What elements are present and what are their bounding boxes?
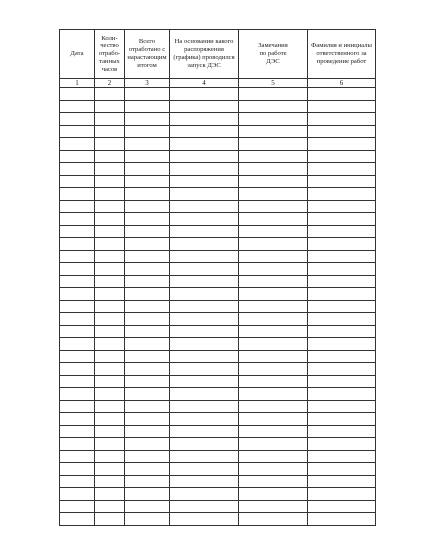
- empty-cell[interactable]: [239, 188, 308, 201]
- empty-cell[interactable]: [95, 475, 125, 488]
- empty-cell[interactable]: [170, 463, 239, 476]
- empty-cell[interactable]: [95, 213, 125, 226]
- empty-cell[interactable]: [95, 100, 125, 113]
- empty-cell[interactable]: [170, 450, 239, 463]
- empty-cell[interactable]: [60, 225, 95, 238]
- table-row: [60, 88, 376, 101]
- table-row: [60, 413, 376, 426]
- table-row: [60, 100, 376, 113]
- empty-cell[interactable]: [125, 488, 170, 501]
- empty-cell[interactable]: [60, 388, 95, 401]
- empty-cell[interactable]: [95, 375, 125, 388]
- table-row: [60, 400, 376, 413]
- empty-cell[interactable]: [95, 388, 125, 401]
- empty-cell[interactable]: [308, 325, 376, 338]
- empty-cell[interactable]: [95, 163, 125, 176]
- empty-cell[interactable]: [170, 88, 239, 101]
- table-row: [60, 488, 376, 501]
- empty-cell[interactable]: [60, 325, 95, 338]
- empty-cell[interactable]: [125, 363, 170, 376]
- empty-cell[interactable]: [170, 175, 239, 188]
- empty-cell[interactable]: [308, 100, 376, 113]
- empty-cell[interactable]: [95, 88, 125, 101]
- empty-cell[interactable]: [170, 275, 239, 288]
- table-row: [60, 438, 376, 451]
- empty-cell[interactable]: [308, 250, 376, 263]
- empty-cell[interactable]: [308, 263, 376, 276]
- empty-cell[interactable]: [125, 388, 170, 401]
- table-row: [60, 150, 376, 163]
- empty-cell[interactable]: [60, 250, 95, 263]
- table-row: [60, 188, 376, 201]
- empty-cell[interactable]: [239, 138, 308, 151]
- empty-cell[interactable]: [239, 338, 308, 351]
- empty-cell[interactable]: [95, 488, 125, 501]
- table-row: [60, 313, 376, 326]
- empty-cell[interactable]: [125, 275, 170, 288]
- empty-cell[interactable]: [125, 163, 170, 176]
- header-basis-order: На основании какого распоряжения (графика) проводился запуск ДЭС: [170, 30, 239, 79]
- empty-cell[interactable]: [170, 425, 239, 438]
- empty-cell[interactable]: [170, 488, 239, 501]
- table-row: [60, 213, 376, 226]
- empty-cell[interactable]: [170, 100, 239, 113]
- empty-cell[interactable]: [95, 113, 125, 126]
- empty-cell[interactable]: [239, 438, 308, 451]
- empty-cell[interactable]: [239, 200, 308, 213]
- empty-cell[interactable]: [60, 463, 95, 476]
- empty-cell[interactable]: [308, 388, 376, 401]
- empty-cell[interactable]: [125, 213, 170, 226]
- empty-cell[interactable]: [170, 125, 239, 138]
- table-row: [60, 363, 376, 376]
- empty-cell[interactable]: [170, 263, 239, 276]
- empty-cell[interactable]: [60, 163, 95, 176]
- empty-cell[interactable]: [170, 350, 239, 363]
- empty-cell[interactable]: [170, 300, 239, 313]
- empty-cell[interactable]: [60, 425, 95, 438]
- table-row: [60, 288, 376, 301]
- empty-cell[interactable]: [308, 363, 376, 376]
- table-row: [60, 138, 376, 151]
- empty-cell[interactable]: [125, 438, 170, 451]
- empty-cell[interactable]: [308, 175, 376, 188]
- empty-cell[interactable]: [239, 413, 308, 426]
- header-row: [60, 30, 376, 79]
- empty-cell[interactable]: [308, 413, 376, 426]
- table-row: [60, 500, 376, 513]
- empty-cell[interactable]: [95, 438, 125, 451]
- empty-cell[interactable]: [308, 213, 376, 226]
- empty-cell[interactable]: [125, 338, 170, 351]
- empty-cell[interactable]: [239, 288, 308, 301]
- empty-cell[interactable]: [308, 88, 376, 101]
- empty-cell[interactable]: [239, 350, 308, 363]
- empty-cell[interactable]: [60, 275, 95, 288]
- empty-cell[interactable]: [95, 150, 125, 163]
- empty-cell[interactable]: [125, 463, 170, 476]
- empty-cell[interactable]: [60, 100, 95, 113]
- header-hours-worked: Коли- чество отрабо- танных часов: [95, 30, 125, 79]
- empty-cell[interactable]: [95, 225, 125, 238]
- empty-cell[interactable]: [308, 475, 376, 488]
- empty-cell[interactable]: [239, 475, 308, 488]
- empty-cell[interactable]: [239, 450, 308, 463]
- empty-cell[interactable]: [308, 400, 376, 413]
- empty-cell[interactable]: [170, 238, 239, 251]
- table-row: [60, 325, 376, 338]
- empty-cell[interactable]: [95, 513, 125, 526]
- empty-cell[interactable]: [308, 113, 376, 126]
- empty-cell[interactable]: [60, 375, 95, 388]
- empty-cell[interactable]: [308, 500, 376, 513]
- empty-cell[interactable]: [239, 125, 308, 138]
- empty-cell[interactable]: [239, 275, 308, 288]
- empty-cell[interactable]: [125, 150, 170, 163]
- header-date: Дата: [60, 30, 95, 79]
- empty-cell[interactable]: [125, 375, 170, 388]
- empty-cell[interactable]: [95, 350, 125, 363]
- empty-cell[interactable]: [170, 250, 239, 263]
- column-number-row: [60, 79, 376, 88]
- empty-cell[interactable]: [125, 188, 170, 201]
- empty-cell[interactable]: [239, 300, 308, 313]
- empty-cell[interactable]: [239, 213, 308, 226]
- empty-cell[interactable]: [308, 150, 376, 163]
- empty-cell[interactable]: [95, 275, 125, 288]
- empty-cell[interactable]: [95, 338, 125, 351]
- empty-cell[interactable]: [308, 138, 376, 151]
- empty-cell[interactable]: [125, 138, 170, 151]
- empty-cell[interactable]: [239, 250, 308, 263]
- des-operation-log-table: [59, 29, 376, 526]
- empty-cell[interactable]: [239, 375, 308, 388]
- empty-cell[interactable]: [239, 100, 308, 113]
- empty-cell[interactable]: [170, 225, 239, 238]
- empty-cell[interactable]: [308, 438, 376, 451]
- empty-cell[interactable]: [308, 125, 376, 138]
- empty-cell[interactable]: [95, 500, 125, 513]
- empty-cell[interactable]: [60, 288, 95, 301]
- empty-cell[interactable]: [308, 275, 376, 288]
- empty-cell[interactable]: [308, 450, 376, 463]
- empty-cell[interactable]: [239, 500, 308, 513]
- empty-cell[interactable]: [95, 138, 125, 151]
- empty-cell[interactable]: [239, 88, 308, 101]
- empty-cell[interactable]: [125, 175, 170, 188]
- empty-cell[interactable]: [95, 263, 125, 276]
- header-responsible-person: Фамилия и инициалы ответственного за проведение работ: [308, 30, 376, 79]
- empty-cell[interactable]: [239, 113, 308, 126]
- empty-cell[interactable]: [239, 363, 308, 376]
- empty-cell[interactable]: [239, 325, 308, 338]
- table-row: [60, 200, 376, 213]
- empty-cell[interactable]: [239, 225, 308, 238]
- table-row: [60, 450, 376, 463]
- empty-cell[interactable]: [60, 450, 95, 463]
- empty-cell[interactable]: [308, 338, 376, 351]
- empty-cell[interactable]: [170, 363, 239, 376]
- empty-cell[interactable]: [308, 375, 376, 388]
- empty-cell[interactable]: [170, 200, 239, 213]
- empty-cell[interactable]: [60, 475, 95, 488]
- empty-cell[interactable]: [308, 288, 376, 301]
- column-number: 1: [60, 79, 95, 88]
- empty-cell[interactable]: [95, 425, 125, 438]
- empty-cell[interactable]: [60, 513, 95, 526]
- table-row: [60, 350, 376, 363]
- empty-cell[interactable]: [170, 513, 239, 526]
- column-number: 3: [125, 79, 170, 88]
- empty-cell[interactable]: [308, 238, 376, 251]
- empty-cell[interactable]: [170, 325, 239, 338]
- header-remarks: Замечания по работе ДЭС: [239, 30, 308, 79]
- table-row: [60, 125, 376, 138]
- empty-cell[interactable]: [125, 400, 170, 413]
- empty-cell[interactable]: [125, 325, 170, 338]
- table-row: [60, 175, 376, 188]
- empty-cell[interactable]: [170, 188, 239, 201]
- empty-cell[interactable]: [239, 513, 308, 526]
- empty-cell[interactable]: [95, 125, 125, 138]
- empty-cell[interactable]: [170, 213, 239, 226]
- table-row: [60, 225, 376, 238]
- empty-cell[interactable]: [60, 150, 95, 163]
- empty-cell[interactable]: [60, 188, 95, 201]
- empty-cell[interactable]: [60, 263, 95, 276]
- empty-cell[interactable]: [95, 288, 125, 301]
- empty-cell[interactable]: [239, 263, 308, 276]
- empty-cell[interactable]: [308, 200, 376, 213]
- empty-cell[interactable]: [308, 163, 376, 176]
- empty-cell[interactable]: [95, 188, 125, 201]
- empty-cell[interactable]: [60, 125, 95, 138]
- table-row: [60, 388, 376, 401]
- column-number: 4: [170, 79, 239, 88]
- empty-cell[interactable]: [125, 413, 170, 426]
- table-row: [60, 113, 376, 126]
- table-row: [60, 338, 376, 351]
- empty-cell[interactable]: [239, 238, 308, 251]
- empty-cell[interactable]: [170, 400, 239, 413]
- empty-cell[interactable]: [170, 438, 239, 451]
- table-row: [60, 250, 376, 263]
- empty-cell[interactable]: [60, 238, 95, 251]
- empty-cell[interactable]: [308, 300, 376, 313]
- empty-cell[interactable]: [125, 300, 170, 313]
- empty-cell[interactable]: [95, 200, 125, 213]
- empty-cell[interactable]: [60, 438, 95, 451]
- table-row: [60, 300, 376, 313]
- empty-cell[interactable]: [125, 350, 170, 363]
- empty-cell[interactable]: [60, 300, 95, 313]
- empty-cell[interactable]: [239, 175, 308, 188]
- table-row: [60, 263, 376, 276]
- empty-cell[interactable]: [60, 138, 95, 151]
- empty-cell[interactable]: [125, 88, 170, 101]
- table-row: [60, 513, 376, 526]
- empty-cell[interactable]: [125, 250, 170, 263]
- empty-cell[interactable]: [170, 313, 239, 326]
- empty-cell[interactable]: [308, 188, 376, 201]
- empty-cell[interactable]: [95, 175, 125, 188]
- empty-cell[interactable]: [170, 500, 239, 513]
- empty-cell[interactable]: [170, 138, 239, 151]
- empty-cell[interactable]: [95, 238, 125, 251]
- empty-cell[interactable]: [170, 375, 239, 388]
- empty-cell[interactable]: [60, 500, 95, 513]
- empty-cell[interactable]: [125, 450, 170, 463]
- empty-cell[interactable]: [125, 225, 170, 238]
- header-cumulative-total: Всего отработано с нарастающим итогом: [125, 30, 170, 79]
- empty-cell[interactable]: [60, 413, 95, 426]
- empty-cell[interactable]: [170, 288, 239, 301]
- empty-cell[interactable]: [125, 100, 170, 113]
- empty-cell[interactable]: [125, 425, 170, 438]
- empty-cell[interactable]: [308, 425, 376, 438]
- empty-cell[interactable]: [239, 425, 308, 438]
- table-row: [60, 275, 376, 288]
- empty-cell[interactable]: [60, 313, 95, 326]
- empty-cell[interactable]: [239, 388, 308, 401]
- empty-cell[interactable]: [308, 225, 376, 238]
- empty-cell[interactable]: [125, 475, 170, 488]
- empty-cell[interactable]: [95, 250, 125, 263]
- empty-cell[interactable]: [95, 300, 125, 313]
- empty-cell[interactable]: [308, 350, 376, 363]
- empty-cell[interactable]: [125, 200, 170, 213]
- empty-cell[interactable]: [60, 400, 95, 413]
- empty-cell[interactable]: [60, 338, 95, 351]
- empty-cell[interactable]: [239, 150, 308, 163]
- empty-cell[interactable]: [60, 88, 95, 101]
- table-row: [60, 463, 376, 476]
- empty-cell[interactable]: [308, 488, 376, 501]
- empty-cell[interactable]: [60, 113, 95, 126]
- empty-cell[interactable]: [239, 488, 308, 501]
- table-row: [60, 475, 376, 488]
- empty-cell[interactable]: [60, 175, 95, 188]
- empty-cell[interactable]: [125, 313, 170, 326]
- column-number: 6: [308, 79, 376, 88]
- empty-cell[interactable]: [95, 313, 125, 326]
- table-row: [60, 375, 376, 388]
- empty-cell[interactable]: [170, 338, 239, 351]
- empty-cell[interactable]: [239, 313, 308, 326]
- empty-cell[interactable]: [308, 513, 376, 526]
- empty-cell[interactable]: [125, 263, 170, 276]
- empty-cell[interactable]: [95, 463, 125, 476]
- column-number: 2: [95, 79, 125, 88]
- table-row: [60, 425, 376, 438]
- empty-cell[interactable]: [60, 350, 95, 363]
- empty-cell[interactable]: [60, 213, 95, 226]
- empty-cell[interactable]: [170, 150, 239, 163]
- empty-cell[interactable]: [239, 463, 308, 476]
- empty-cell[interactable]: [239, 163, 308, 176]
- empty-cell[interactable]: [95, 413, 125, 426]
- empty-cell[interactable]: [60, 488, 95, 501]
- empty-cell[interactable]: [170, 413, 239, 426]
- empty-cell[interactable]: [95, 450, 125, 463]
- empty-cell[interactable]: [125, 500, 170, 513]
- empty-cell[interactable]: [125, 125, 170, 138]
- empty-cell[interactable]: [95, 325, 125, 338]
- empty-cell[interactable]: [95, 400, 125, 413]
- empty-cell[interactable]: [125, 288, 170, 301]
- empty-cell[interactable]: [125, 113, 170, 126]
- empty-cell[interactable]: [170, 163, 239, 176]
- column-number: 5: [239, 79, 308, 88]
- empty-cell[interactable]: [60, 200, 95, 213]
- empty-cell[interactable]: [95, 363, 125, 376]
- empty-cell[interactable]: [125, 238, 170, 251]
- empty-cell[interactable]: [308, 313, 376, 326]
- empty-cell[interactable]: [170, 388, 239, 401]
- table-row: [60, 238, 376, 251]
- empty-cell[interactable]: [170, 475, 239, 488]
- empty-cell[interactable]: [239, 400, 308, 413]
- empty-cell[interactable]: [308, 463, 376, 476]
- empty-cell[interactable]: [125, 513, 170, 526]
- empty-cell[interactable]: [170, 113, 239, 126]
- empty-cell[interactable]: [60, 363, 95, 376]
- table-row: [60, 163, 376, 176]
- table-body: [60, 88, 376, 526]
